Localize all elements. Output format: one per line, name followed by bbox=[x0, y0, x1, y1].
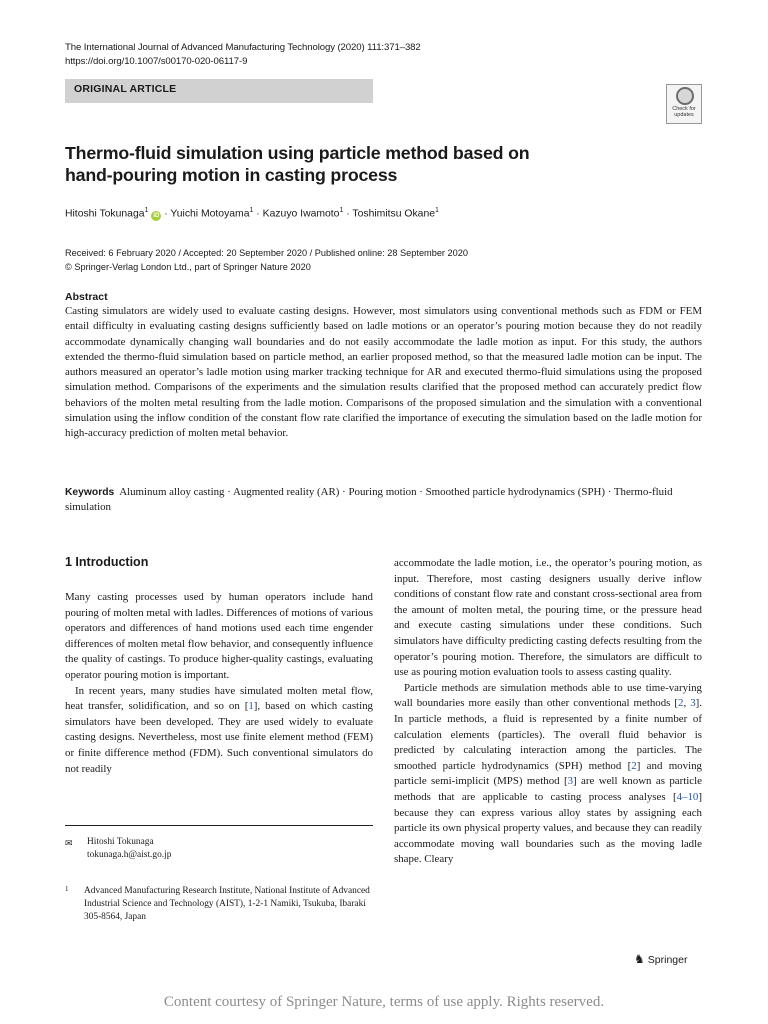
section-heading: 1 Introduction bbox=[65, 555, 149, 569]
paragraph: Particle methods are simulation methods able to use time-varying wall boundaries more easily than other conventional methods [2, 3]. In particle methods, a fluid is represented by a finite number of calculation elements (particles). The overall fluid behavior is predicted by calculating interaction among the particles. The smoothed particle hydrodynamics (SPH) method [2] and moving particle semi-implicit (MPS) method [3] are well known as particle methods that are applicable to casting process analyses [4–10] because they can express various alloy states by assigning each particle its own physical property values, and because they can readily accommodate moving wall boundaries such as the moving ladle shape. Cleary bbox=[394, 681, 702, 866]
author-name[interactable]: Hitoshi Tokunaga bbox=[65, 208, 145, 220]
envelope-icon: ✉ bbox=[65, 838, 73, 848]
citation-link[interactable]: 3 bbox=[567, 775, 574, 788]
left-column bbox=[65, 590, 373, 777]
article-title: Thermo-fluid simulation using particle method based on hand-pouring motion in casting process bbox=[65, 143, 530, 185]
keywords-list: Aluminum alloy casting · Augmented reality (AR) · Pouring motion · Smoothed particle hydrodynamics (SPH) · Thermo-fluid simulation bbox=[65, 486, 673, 514]
publisher-logo bbox=[634, 952, 687, 966]
citation-link[interactable]: 2 bbox=[678, 697, 684, 710]
author-list: Hitoshi Tokunaga$^1$ iD · Yuichi Motoyama$^1$ · Kazuyo Iwamoto$^1$ · Toshimitsu Okane$^1$ bbox=[65, 207, 439, 220]
crossmark-label: Check for updates bbox=[672, 106, 696, 118]
doi-link[interactable]: https://doi.org/10.1007/s00170-020-06117-9 bbox=[65, 56, 248, 67]
check-for-updates-button[interactable] bbox=[666, 84, 702, 124]
author-affiliation-marker: 1 bbox=[435, 207, 439, 214]
courtesy-notice: Content courtesy of Springer Nature, terms of use apply. Rights reserved. bbox=[163, 994, 605, 1010]
paragraph: In recent years, many studies have simulated molten metal flow, heat transfer, solidification, and so on [1], based on which casting simulators have been developed. They are used widely to evaluate casting designs. Nevertheless, most use finite element method (FEM) or finite difference method (FDM). Such conventional simulators do not readily bbox=[65, 684, 373, 775]
abstract-text: Casting simulators are widely used to evaluate casting designs. However, most simulators using conventional methods such as FDM or FEM entail difficulty in evaluating casting designs sufficiently based on ladle motions or an operator’s pouring motion because they do not readily accommodate dynamically changing wall boundaries and do not easily accommodate the ladle motion as input. For this study, the authors extended the thermo-fluid simulation based on particle method, an earlier proposed method, so that the measured ladle motion can be input. The authors measured an operator’s ladle motion using marker tracking technique for AR and executed thermo-fluid simulations using the proposed simulation method. Comparisons of the experiments and the simulation results clarified that the proposed method can accurately predict flow behaviors of the molten metal resulting from the ladle motion. Comparisons of the proposed simulation and the simulation with a conventional simulation using the inflow condition of the constant flow rate clarified the importance of executing the simulation based on the ladle motion for high-accuracy prediction of molten metal behavior. bbox=[65, 305, 702, 440]
copyright-line bbox=[65, 262, 311, 272]
publication-dates: Received: 6 February 2020 / Accepted: 20 September 2020 / Published online: 28 September 2020 bbox=[65, 248, 468, 258]
correspondent-email[interactable]: tokunaga.h@aist.go.jp bbox=[87, 850, 172, 860]
author-name[interactable]: Toshimitsu Okane bbox=[352, 208, 436, 220]
footnote-divider bbox=[65, 825, 373, 826]
author-affiliation-marker: 1 bbox=[249, 207, 254, 214]
orcid-icon[interactable]: iD bbox=[153, 213, 160, 220]
right-column bbox=[394, 556, 702, 868]
publisher-name: Springer bbox=[647, 954, 688, 966]
springer-horse-icon: ♞ bbox=[634, 952, 645, 966]
citation-link[interactable]: 2 bbox=[631, 759, 637, 772]
article-type-badge bbox=[65, 79, 373, 103]
author-name[interactable]: Yuichi Motoyama bbox=[170, 208, 250, 220]
author-affiliation-marker: 1 bbox=[144, 207, 149, 214]
abstract-heading: Abstract bbox=[65, 291, 108, 303]
journal-citation: The International Journal of Advanced Manufacturing Technology (2020) 111:371–382 bbox=[65, 42, 421, 53]
author-affiliation-marker: 1 bbox=[339, 207, 344, 214]
copyright-text: Springer-Verlag London Ltd., part of Springer Nature 2020 bbox=[74, 262, 311, 272]
keywords bbox=[65, 485, 705, 516]
citation-link[interactable]: 1 bbox=[248, 700, 254, 713]
correspondent-name: Hitoshi Tokunaga bbox=[87, 837, 154, 847]
paragraph: Many casting processes used by human operators include hand pouring of molten metal with ladles. Differences of motions of various operators and differences of hand motions used each time engender differences of molten metal flow behavior, and consequently influence the quality of castings. To produce higher-quality castings, evaluating operator pouring motion is important. bbox=[65, 591, 373, 681]
citation-link[interactable]: 3 bbox=[690, 697, 696, 710]
copyright-icon: © bbox=[65, 262, 72, 272]
paragraph: accommodate the ladle motion, i.e., the operator’s pouring motion, as input. Therefore, most casting designers usually derive inflow conditions of constant flow rate and constant cross-sectional area from the amount of molten metal, the pouring time, or the pressure head and execute casting simulations under these conditions. Such simulators have difficulty predicting casting defects resulting from the operator’s pouring motion. Therefore, the simulators are difficult to use as pouring motion evaluation tools to assess casting quality. bbox=[394, 557, 702, 679]
author-name[interactable]: Kazuyo Iwamoto bbox=[262, 208, 340, 220]
keywords-label: Keywords bbox=[65, 487, 115, 498]
affiliation-text: Advanced Manufacturing Research Institute, National Institute of Advanced Industrial Science and Technology (AIST), 1-2-1 Namiki, Tsukuba, Ibaraki 305-8564, Japan bbox=[84, 886, 370, 922]
affiliation-number: 1 bbox=[65, 885, 69, 893]
crossmark-icon bbox=[676, 87, 694, 105]
citation-link[interactable]: 4–10 bbox=[676, 790, 699, 803]
article-type-label: ORIGINAL ARTICLE bbox=[74, 83, 177, 95]
